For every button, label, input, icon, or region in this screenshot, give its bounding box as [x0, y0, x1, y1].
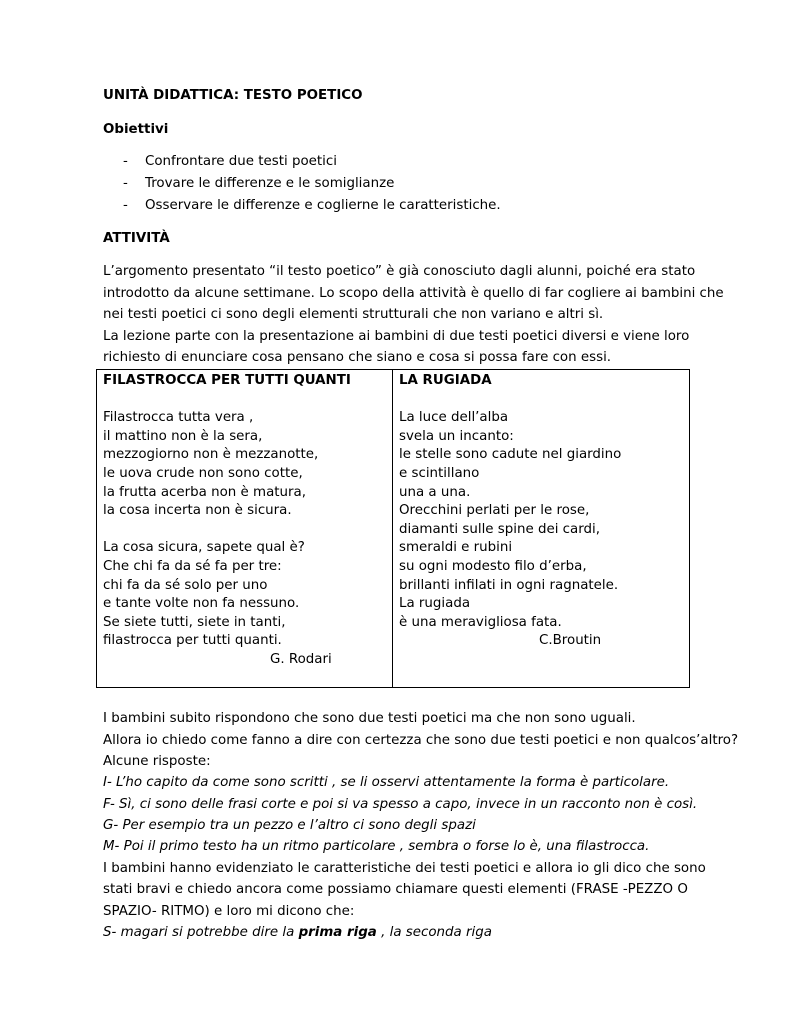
- intro-line: richiesto di enunciare cosa pensano che siano e cosa si possa fare con essi.: [103, 350, 612, 365]
- poem-right-author: C.Broutin: [539, 633, 602, 649]
- objective-text: Confrontare due testi poetici: [145, 154, 337, 169]
- intro-line: La lezione parte con la presentazione ai bambini di due testi poetici diversi e viene loro: [103, 329, 690, 344]
- poem-line: una a una.: [399, 484, 471, 500]
- poem-line: filastrocca per tutti quanti.: [103, 633, 282, 649]
- last-line-start: S- magari si potrebbe dire la: [103, 925, 299, 940]
- poem-line: e tante volte non fa nessuno.: [103, 596, 300, 612]
- document-heading: UNITÀ DIDATTICA: TESTO POETICO: [103, 88, 363, 103]
- poem-line: è una meravigliosa fata.: [399, 614, 562, 630]
- intro-line: introdotto da alcune settimane. Lo scopo della attività è quello di far cogliere ai bambini che: [103, 286, 724, 301]
- poem-line: La cosa sicura, sapete qual è?: [103, 540, 305, 556]
- poem-line: diamanti sulle spine dei cardi,: [399, 521, 600, 537]
- bullet-mark: -: [123, 198, 128, 213]
- answer-line: M- Poi il primo testo ha un ritmo particolare , sembra o forse lo è, una filastrocca.: [103, 839, 650, 854]
- closing-line: stati bravi e chiedo ancora come possiamo chiamare questi elementi (FRASE -PEZZO O: [103, 882, 688, 897]
- poem-line: smeraldi e rubini: [399, 540, 513, 556]
- answer-line: F- Sì, ci sono delle frasi corte e poi si va spesso a capo, invece in un racconto non è così.: [103, 797, 698, 812]
- poem-line: svela un incanto:: [399, 428, 514, 444]
- poem-line: e scintillano: [399, 466, 480, 481]
- intro-line: L’argomento presentato “il testo poetico” è già conosciuto dagli alunni, poiché era stato: [103, 264, 696, 279]
- poem-line: il mattino non è la sera,: [103, 428, 263, 444]
- last-line-bold: prima riga: [298, 925, 377, 940]
- last-line: [103, 923, 492, 943]
- bullet-mark: -: [123, 176, 128, 191]
- poem-right-title: LA RUGIADA: [399, 373, 492, 388]
- poem-line: brillanti infilati in ogni ragnatele.: [399, 577, 619, 593]
- poems-table-divider: [392, 369, 393, 688]
- poem-line: le uova crude non sono cotte,: [103, 466, 303, 481]
- poem-line: Se siete tutti, siete in tanti,: [103, 614, 286, 630]
- activity-title: ATTIVITÀ: [103, 231, 170, 246]
- poem-line: Filastrocca tutta vera ,: [103, 410, 254, 426]
- after-line: Alcune risposte:: [103, 754, 211, 769]
- closing-line: I bambini hanno evidenziato le caratteristiche dei testi poetici e allora io gli dico che sono: [103, 861, 706, 876]
- objective-text: Osservare le differenze e coglierne le caratteristiche.: [145, 198, 501, 213]
- poem-line: La luce dell’alba: [399, 410, 509, 426]
- after-line: Allora io chiedo come fanno a dire con certezza che sono due testi poetici e non qualcos’altro?: [103, 733, 739, 748]
- intro-line: nei testi poetici ci sono degli elementi strutturali che non variano e altri sì.: [103, 307, 604, 322]
- last-line-end: , la seconda riga: [376, 925, 492, 940]
- objective-text: Trovare le differenze e le somiglianze: [145, 176, 395, 191]
- after-line: I bambini subito rispondono che sono due testi poetici ma che non sono uguali.: [103, 711, 636, 726]
- poem-line: Orecchini perlati per le rose,: [399, 503, 590, 519]
- answer-line: I- L’ho capito da come sono scritti , se li osservi attentamente la forma è particolare.: [103, 775, 670, 790]
- closing-line: SPAZIO- RITMO) e loro mi dicono che:: [103, 904, 355, 919]
- poem-line: la frutta acerba non è matura,: [103, 484, 306, 500]
- poem-left-title: FILASTROCCA PER TUTTI QUANTI: [103, 373, 351, 388]
- poem-line: mezzogiorno non è mezzanotte,: [103, 447, 319, 463]
- poem-line: Che chi fa da sé fa per tre:: [103, 559, 282, 574]
- poem-left-author: G. Rodari: [270, 652, 332, 667]
- objectives-title: Obiettivi: [103, 122, 169, 137]
- poem-line: La rugiada: [399, 596, 471, 612]
- poem-line: le stelle sono cadute nel giardino: [399, 447, 622, 463]
- poem-line: chi fa da sé solo per uno: [103, 577, 268, 593]
- poem-line: su ogni modesto filo d’erba,: [399, 559, 587, 574]
- answer-line: G- Per esempio tra un pezzo e l’altro ci sono degli spazi: [103, 818, 476, 833]
- poem-line: la cosa incerta non è sicura.: [103, 503, 292, 519]
- bullet-mark: -: [123, 154, 128, 169]
